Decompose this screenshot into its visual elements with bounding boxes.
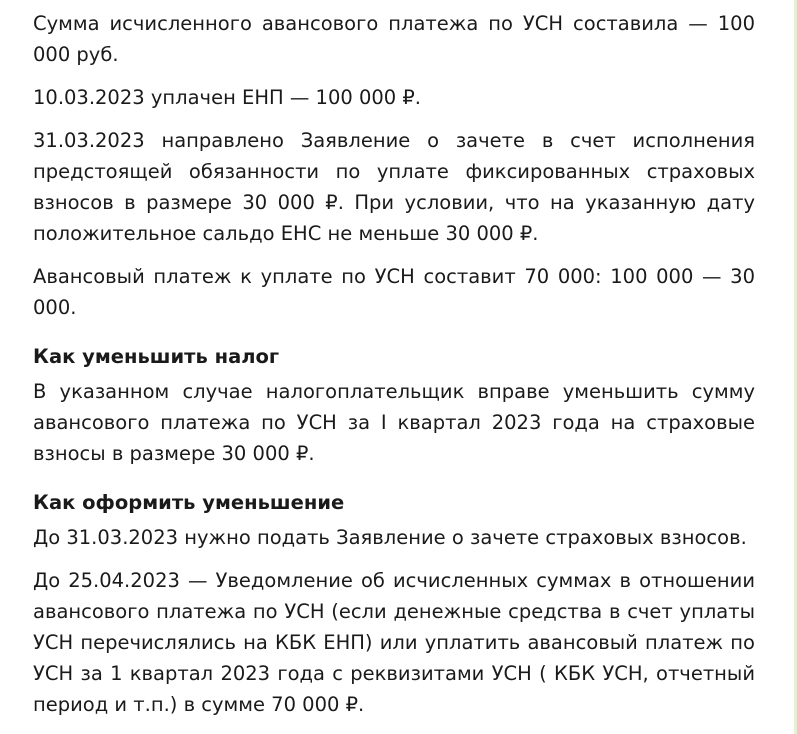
paragraph-enp-paid: 10.03.2023 уплачен ЕНП — 100 000 ₽. [33, 86, 422, 109]
paragraph-advance-payment-sum: Сумма исчисленного авансового платежа по УСН составила — 100 000 руб. [33, 12, 755, 66]
paragraph-deadline-notification: До 25.04.2023 — Уведомление об исчисленных суммах в отношении авансового платежа по УСН (если денежные средства в счет уплаты УСН перечислялись на КБК ЕНП) или уплатить авансовый платеж по УСН за 1 квартал 2023 года с реквизитами УСН ( КБК УСН, отчетный период и т.п.) в сумме 70 000 ₽. [33, 569, 755, 716]
paragraph-advance-to-pay: Авансовый платеж к уплате по УСН составит 70 000: 100 000 — 30 000. [33, 265, 755, 319]
paragraph-offset-application: 31.03.2023 направлено Заявление о зачете в счет исполнения предстоящей обязанности по уплате фиксированных страховых взносов в размере 30 000 ₽. При условии, что на указанную дату положительное сальдо ЕНС не меньше 30 000 ₽. [33, 129, 755, 245]
paragraph-deadline-application: До 31.03.2023 нужно подать Заявление о зачете страховых взносов. [33, 526, 747, 549]
document-content [33, 8, 755, 732]
paragraph-reduce-tax-text: В указанном случае налогоплательщик вправе уменьшить сумму авансового платежа по УСН за I квартал 2023 года на страховые взносы в размере 30 000 ₽. [33, 380, 755, 465]
heading-how-to-arrange-reduction: Как оформить уменьшение [33, 491, 345, 514]
heading-how-to-reduce-tax: Как уменьшить налог [33, 345, 280, 368]
